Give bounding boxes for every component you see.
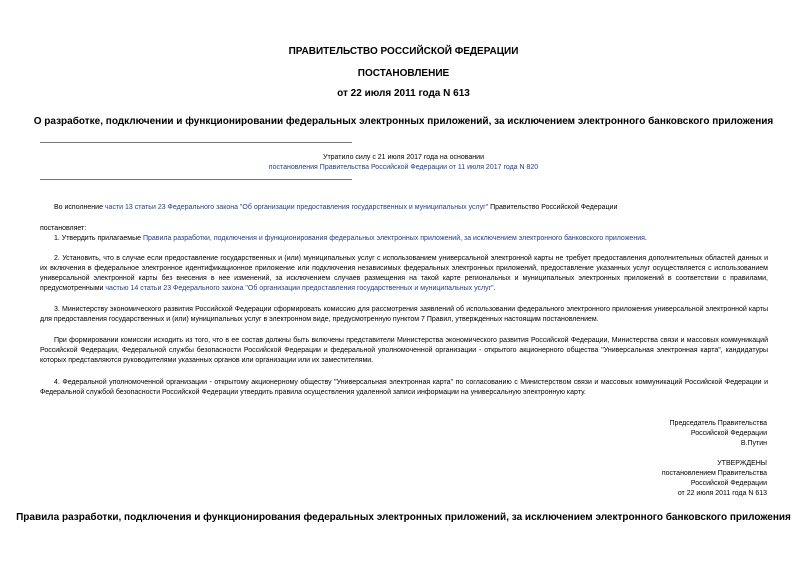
paragraph-1-text: 1. Утвердить прилагаемые	[54, 235, 143, 242]
intro-text-end: Правительство Российской Федерации	[488, 204, 618, 211]
paragraph-1	[40, 234, 768, 244]
paragraph-4: 4. Федеральной уполномоченной организации - открытому акционерному обществу "Универсальная электронная карта" по согласованию с Министерством связи и массовых коммуникаций Российской Федерации и Федеральной службой безопасности Российской Федерации утвердить правила осуществления удаленной записи информации на универсальную электронную карту.	[40, 379, 768, 396]
government-heading: ПРАВИТЕЛЬСТВО РОССИЙСКОЙ ФЕДЕРАЦИИ	[288, 46, 519, 57]
document-type: ПОСТАНОВЛЕНИЕ	[357, 68, 450, 79]
separator-bottom	[40, 179, 352, 180]
signature-name: В.Путин	[740, 440, 767, 447]
rules-title: Правила разработки, подключения и функционирования федеральных электронных приложений, за исключением электронного банковского приложения	[16, 512, 791, 523]
repeal-notice-text: Утратило силу с 21 июля 2017 года на основании	[323, 154, 484, 161]
law-link[interactable]: части 13 статьи 23 Федерального закона "Об организации предоставления государственных и муниципальных услуг"	[104, 204, 489, 211]
paragraph-1-end: .	[644, 235, 647, 242]
approval-heading: УТВЕРЖДЕНЫ	[717, 460, 767, 467]
intro-paragraph	[40, 203, 768, 213]
repeal-notice	[0, 153, 807, 173]
paragraph-3-continued: При формировании комиссии исходить из того, что в ее состав должны быть включены представители Министерства экономического развития Российской Федерации, Министерства связи и массовых коммуникаций Российской Федерации, Федеральной службы безопасности Российской Федерации и федеральной уполномоченной организации - открытого акционерного общества "Универсальная электронная карта", кандидатуры которых представляются руководителями указанных органов или организации или их заместителями.	[40, 337, 768, 364]
signature-position: Председатель Правительства	[669, 420, 767, 427]
paragraph-2-end: .	[493, 285, 496, 292]
approval-line-2: постановлением Правительства	[661, 470, 767, 477]
approval-stamp	[662, 459, 767, 499]
paragraph-2-text: 2. Установить, что в случае если предоставление государственных и (или) муниципальных услуг с использованием универсальной электронной карты не требует предоставления дополнительных областей данных и их включения в федеральное электронное идентификационное приложение или подключения независимых федеральных электронных приложений, предоставление указанных услуг осуществляется с использованием универсальной электронной карты без внесения в нее изменений, за исключением случаев размещения на такой карте региональных и муниципальных электронных приложений в соответствии с правилами, предусмотренными	[40, 255, 768, 292]
document-title: О разработке, подключении и функционировании федеральных электронных приложений, за исключением электронного банковского приложения	[33, 116, 774, 127]
paragraph-3: 3. Министерству экономического развития Российской Федерации сформировать комиссию для рассмотрения заявлений об использовании федерального электронного приложения универсальной электронной карты для предоставления государственных и (или) муниципальных услуг в электронном виде, предусмотренную пунктом 7 Правил, утвержденных настоящим постановлением.	[40, 306, 768, 323]
signature-block	[670, 419, 767, 449]
intro-text: Во исполнение	[54, 204, 105, 211]
resolves-label: постановляет:	[40, 225, 87, 232]
law-article-link[interactable]: частью 14 статьи 23 Федерального закона "Об организации предоставления государственных и муниципальных услуг"	[105, 285, 494, 292]
document-date: от 22 июля 2011 года N 613	[337, 88, 470, 99]
repeal-notice-link[interactable]: постановления Правительства Российской Федерации от 11 июля 2017 года N 820	[268, 164, 539, 171]
signature-country: Российской Федерации	[690, 430, 767, 437]
paragraph-2	[40, 254, 768, 294]
rules-link[interactable]: Правила разработки, подключения и функционирования федеральных электронных приложений, за исключением электронного банковского приложения	[142, 235, 645, 242]
approval-date: от 22 июля 2011 года N 613	[677, 490, 767, 497]
separator-top	[40, 142, 352, 143]
approval-line-3: Российской Федерации	[690, 480, 767, 487]
